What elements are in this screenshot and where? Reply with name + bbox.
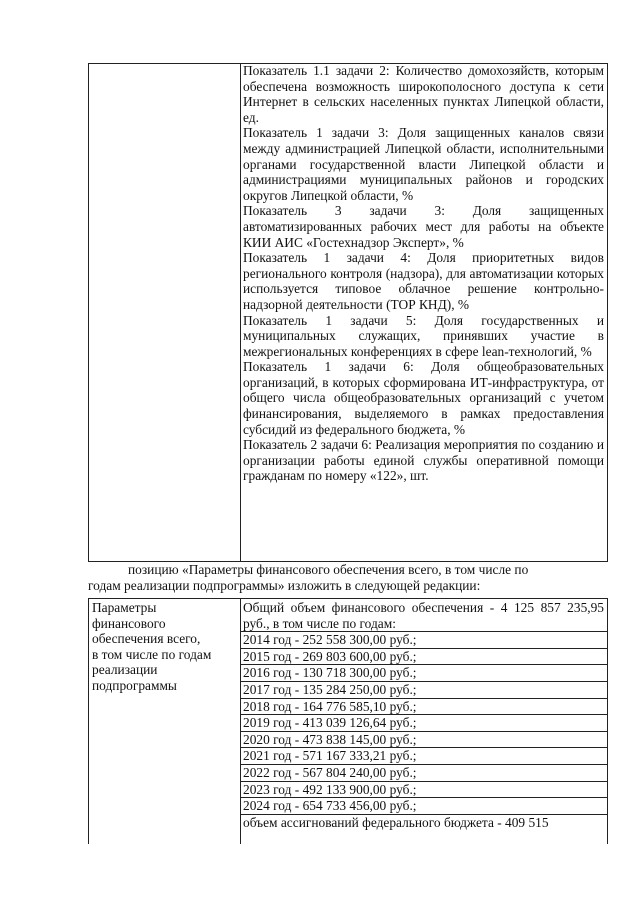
indicator-text: Показатель 1 задачи 5: Доля государственных и муниципальных служащих, принявших участие в межрегиональных конференциях в сфере lean-технологий, % [243,312,604,359]
indicator-text: Показатель 1.1 задачи 2: Количество домохозяйств, которым обеспечена возможность широкополосного доступа к сети Интернет в сельских населенных пунктах Липецкой области, ед. [243,63,604,125]
year-amount: 2022 год - 567 804 240,00 руб.; [240,765,607,782]
year-amount: 2024 год - 654 733 456,00 руб.; [240,798,607,815]
paragraph-line: годам реализации подпрограммы» изложить в следующей редакции: [88,577,481,593]
indicators-cell [243,63,604,484]
label-line: Параметры [92,600,157,615]
indicator-text: Показатель 1 задачи 4: Доля приоритетных видов регионального контроля (надзора), для автоматизации которых используется типовое облачное решение контрольно-надзорной деятельности (ТОР КНД), % [243,250,604,312]
year-amount: 2023 год - 492 133 900,00 руб.; [240,782,607,799]
year-amount: 2017 год - 135 284 250,00 руб.; [240,682,607,699]
label-line: в том числе по годам [92,646,212,662]
amendment-paragraph [88,562,608,593]
indicators-table [88,63,608,562]
label-line: реализации [92,662,158,678]
year-amount: 2015 год - 269 803 600,00 руб.; [240,649,607,666]
label-line: обеспечения всего, [92,631,201,647]
indicator-text: Показатель 1 задачи 6: Доля общеобразовательных организаций, в которых сформирована ИТ-инфраструктура, от общего числа общеобразовательных организаций с учетом финансирования, выделяемого в рамках предоставления субсидий из федерального бюджета, % [243,359,604,437]
federal-budget-text: объем ассигнований федерального бюджета - 409 515 [243,814,549,830]
year-amount: 2014 год - 252 558 300,00 руб.; [240,631,607,649]
year-amount: 2019 год - 413 039 126,64 руб.; [240,715,607,732]
year-amount: 2018 год - 164 776 585,10 руб.; [240,699,607,716]
label-line: финансового [92,615,166,631]
year-amount: 2021 год - 571 167 333,21 руб.; [240,748,607,765]
total-finance-text: Общий объем финансового обеспечения - 4 125 857 235,95 руб., в том числе по годам: [243,600,604,631]
finance-label-cell [92,600,238,694]
finance-table [88,598,608,844]
finance-value-cell [243,600,604,830]
year-amount: 2016 год - 130 718 300,00 руб.; [240,665,607,682]
paragraph-line: позицию «Параметры финансового обеспечения всего, в том числе по [128,562,529,577]
indicator-text: Показатель 1 задачи 3: Доля защищенных каналов связи между администрацией Липецкой области, исполнительными органами государственной власти Липецкой области и администрациями муниципальных районов и городских округов Липецкой области, % [243,125,604,203]
label-line: подпрограммы [92,677,177,693]
indicator-text: Показатель 3 задачи 3: Доля защищенных автоматизированных рабочих мест для работы на объекте КИИ АИС «Гостехнадзор Эксперт», % [243,203,604,250]
year-amount: 2020 год - 473 838 145,00 руб.; [240,732,607,749]
column-divider [240,64,241,561]
indicator-text: Показатель 2 задачи 6: Реализация мероприятия по созданию и организации работы единой службы оперативной помощи гражданам по номеру «122», шт. [243,437,604,484]
